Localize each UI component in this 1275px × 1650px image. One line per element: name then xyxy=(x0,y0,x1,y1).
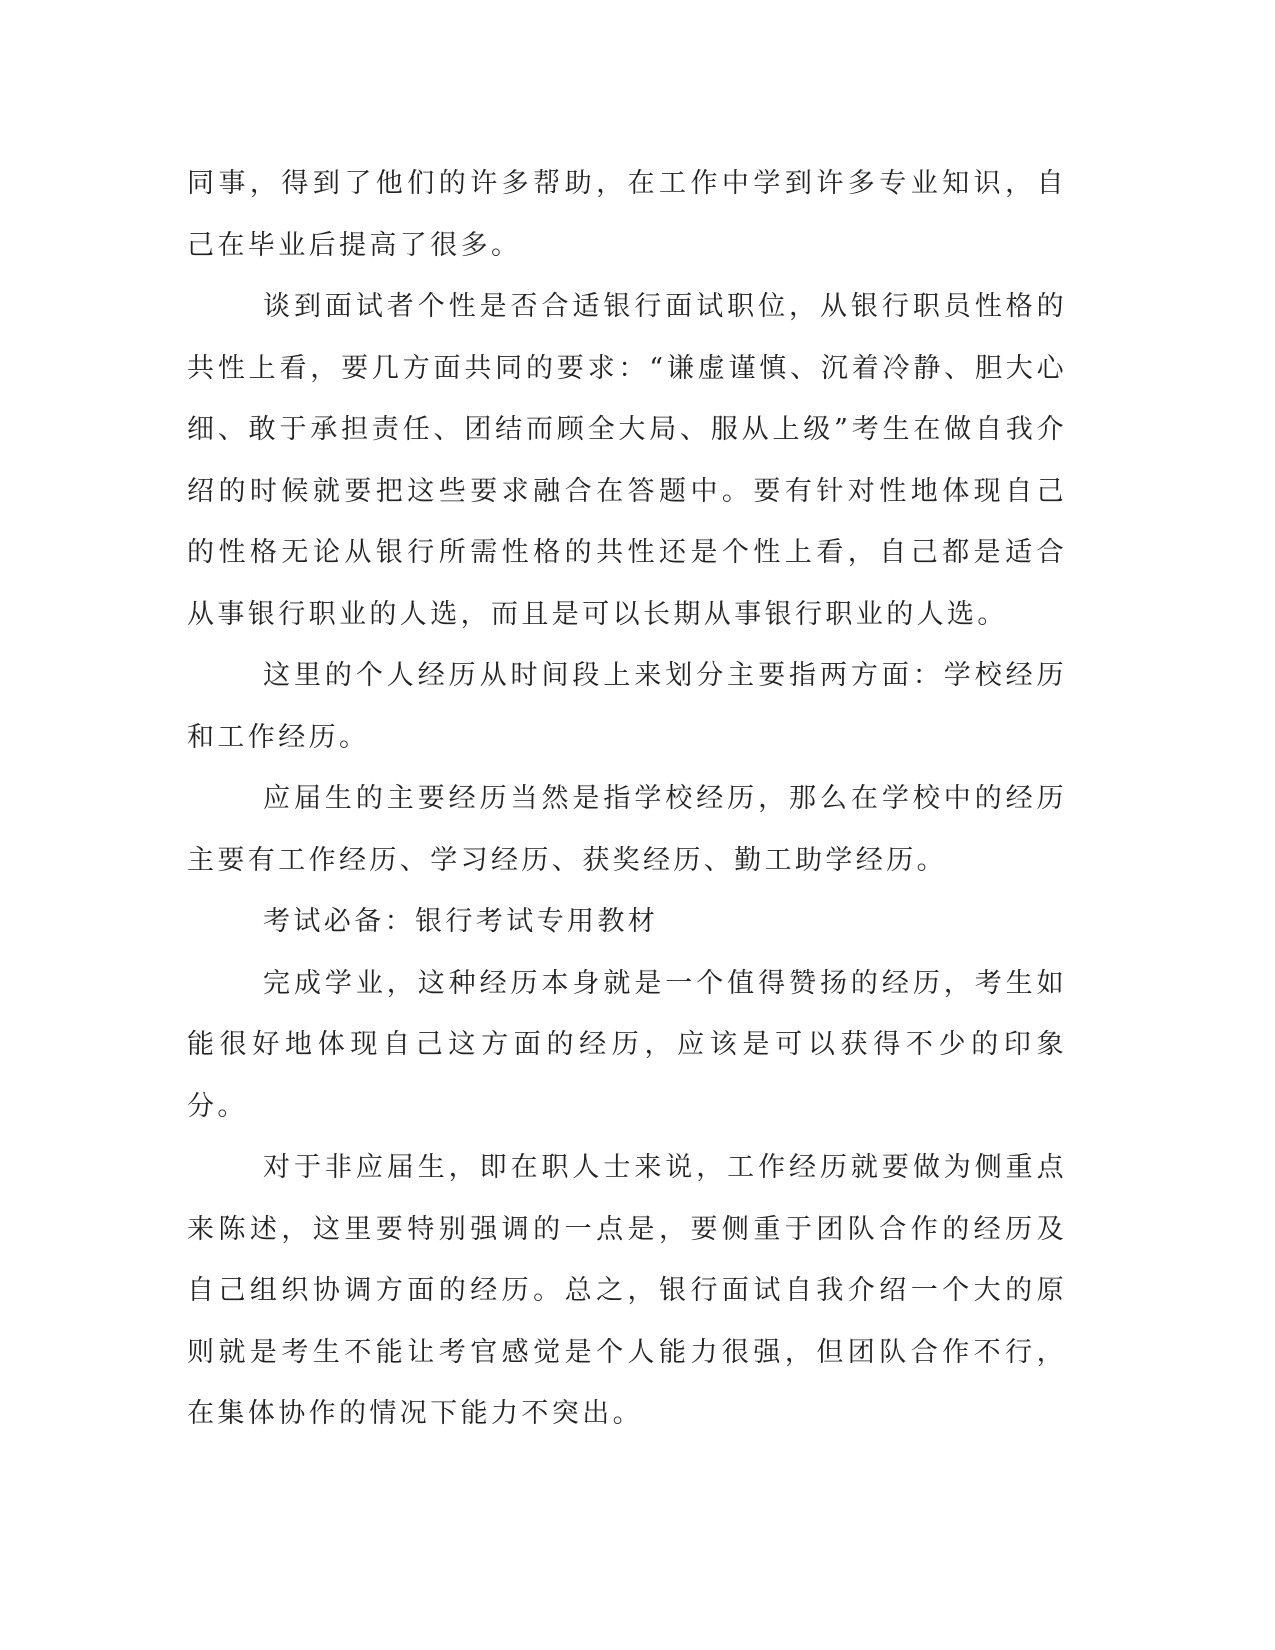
paragraph-6: 完成学业，这种经历本身就是一个值得赞扬的经历，考生如能很好地体现自己这方面的经历，应该是可以获得不少的印象分。 xyxy=(187,967,1067,1122)
paragraph-1: 同事，得到了他们的许多帮助，在工作中学到许多专业知识，自己在毕业后提高了很多。 xyxy=(187,168,1067,261)
paragraph-3: 这里的个人经历从时间段上来划分主要指两方面：学校经历和工作经历。 xyxy=(187,660,1067,753)
paragraph-4: 应届生的主要经历当然是指学校经历，那么在学校中的经历主要有工作经历、学习经历、获奖经历、勤工助学经历。 xyxy=(187,783,1067,876)
paragraph-5: 考试必备：银行考试专用教材 xyxy=(263,906,659,937)
paragraph-7: 对于非应届生，即在职人士来说，工作经历就要做为侧重点来陈述，这里要特别强调的一点是，要侧重于团队合作的经历及自己组织协调方面的经历。总之，银行面试自我介绍一个大的原则就是考生不能让考官感觉是个人能力很强，但团队合作不行，在集体协作的情况下能力不突出。 xyxy=(187,1152,1067,1429)
document-body xyxy=(187,153,1067,1445)
paragraph-2: 谈到面试者个性是否合适银行面试职位，从银行职员性格的共性上看，要几方面共同的要求：“谦虚谨慎、沉着冷静、胆大心细、敢于承担责任、团结而顾全大局、服从上级”考生在做自我介绍的时候就要把这些要求融合在答题中。要有针对性地体现自己的性格无论从银行所需性格的共性还是个性上看，自己都是适合从事银行职业的人选，而且是可以长期从事银行职业的人选。 xyxy=(187,291,1067,630)
